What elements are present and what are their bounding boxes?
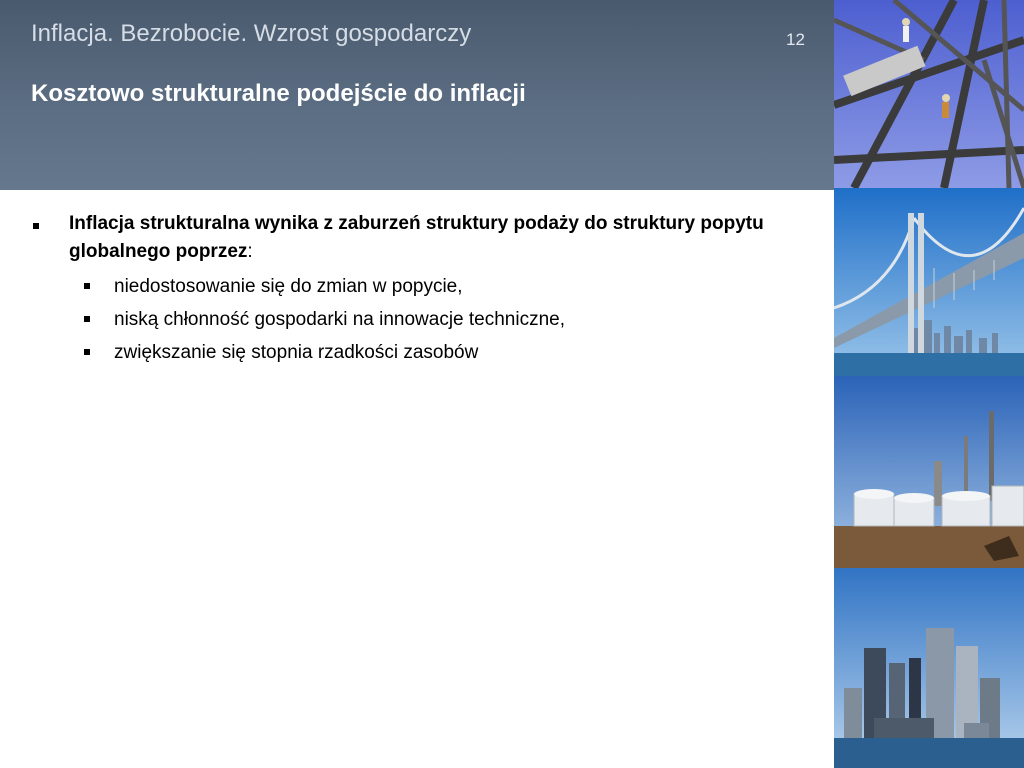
sub-bullet-2: niską chłonność gospodarki na innowacje techniczne, <box>114 309 565 330</box>
main-bullet-bold: Inflacja strukturalna wynika z zaburzeń struktury podaży do struktury popytu globalnego poprzez <box>69 213 764 262</box>
slide-title: Kosztowo strukturalne podejście do inflacji <box>31 80 526 107</box>
slide-number: 12 <box>786 30 805 49</box>
photo-strip <box>834 0 1024 768</box>
course-title: Inflacja. Bezrobocie. Wzrost gospodarczy <box>31 20 472 47</box>
bullet-square-icon <box>84 316 90 322</box>
suspension-bridge-city-skyline-image <box>834 188 1024 376</box>
sub-bullet-1: niedostosowanie się do zmian w popycie, <box>114 276 463 297</box>
bullet-square-icon <box>33 223 39 229</box>
city-skyscrapers-waterfront-image <box>834 568 1024 768</box>
industrial-refinery-tanks-image <box>834 376 1024 568</box>
main-bullet-text <box>69 210 769 266</box>
construction-workers-steel-beams-image <box>834 0 1024 188</box>
sub-bullet-3: zwiększanie się stopnia rzadkości zasobów <box>114 342 479 363</box>
bullet-square-icon <box>84 283 90 289</box>
title-header-band <box>0 0 834 190</box>
bullet-square-icon <box>84 349 90 355</box>
main-bullet-colon: : <box>247 241 253 262</box>
